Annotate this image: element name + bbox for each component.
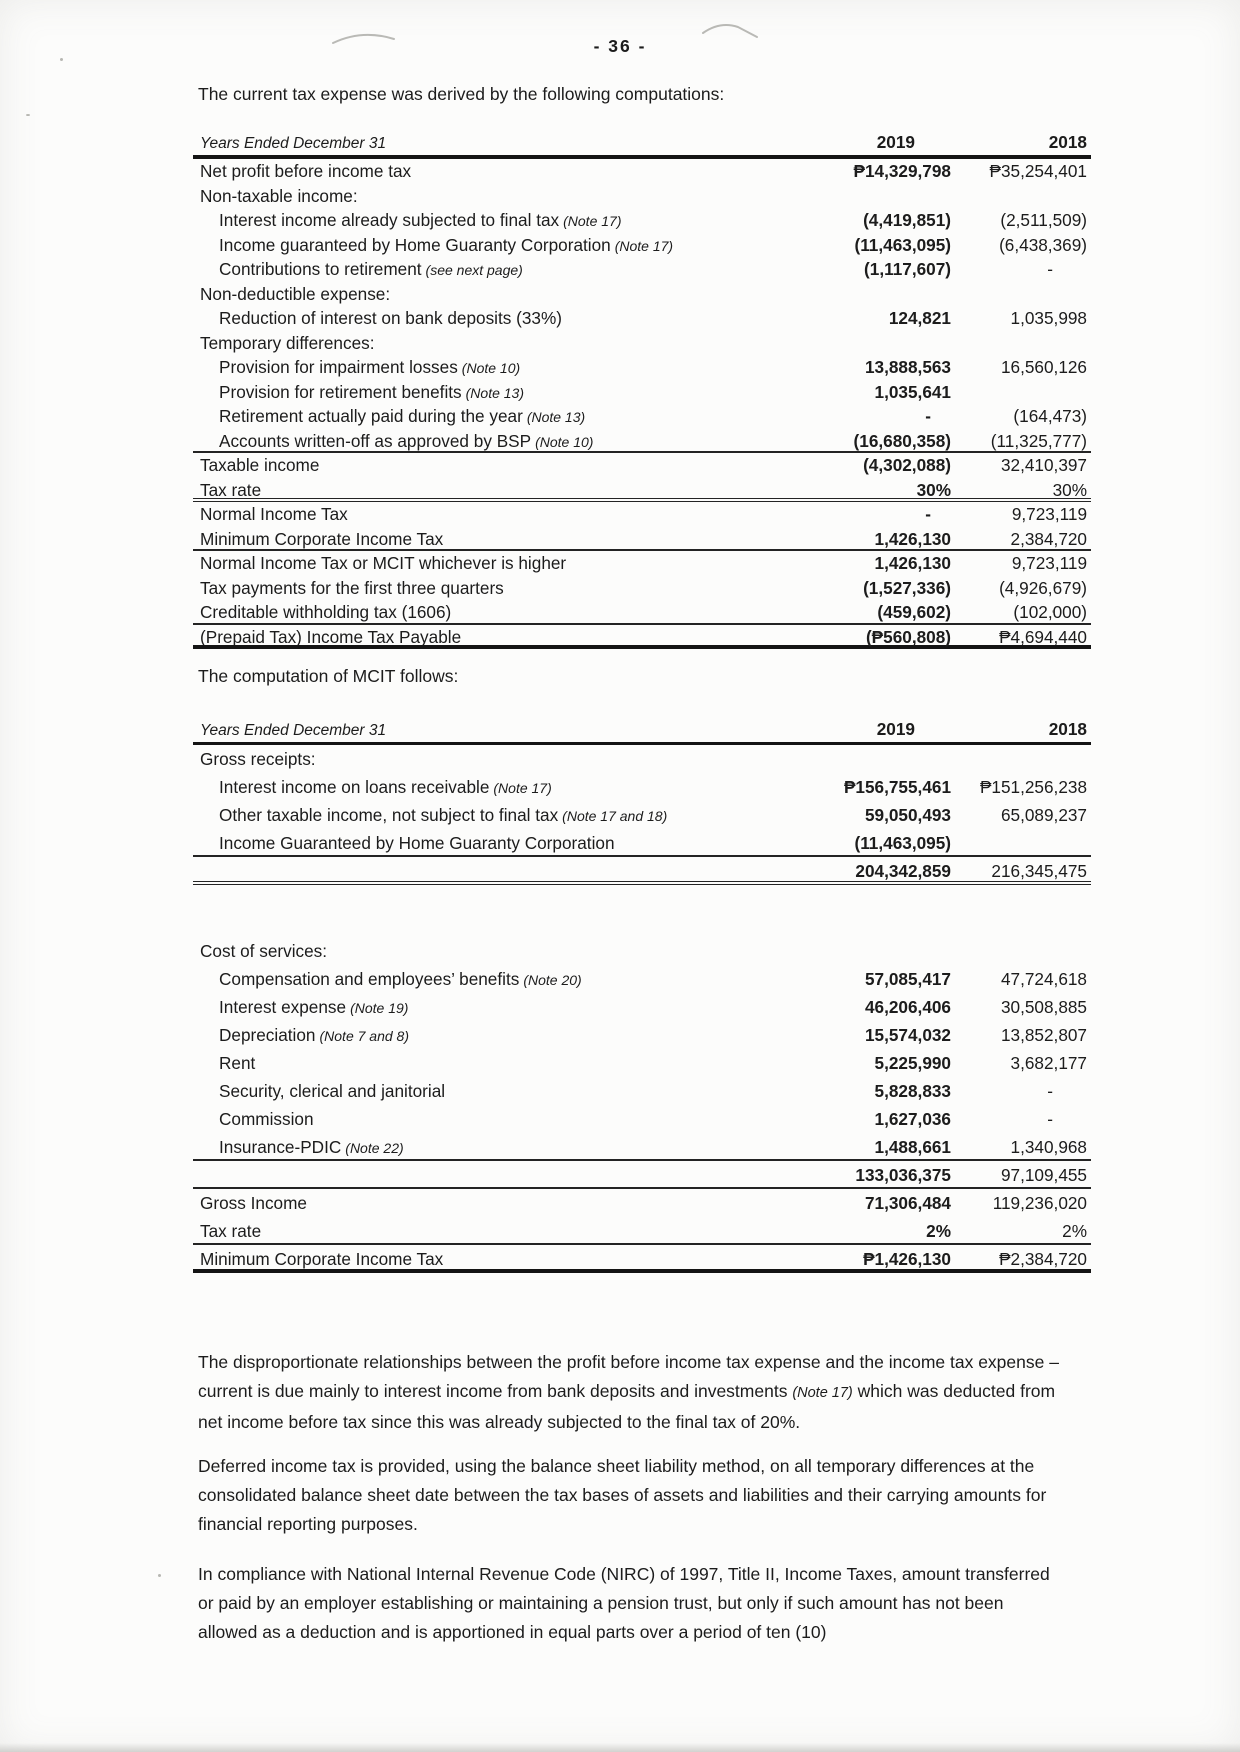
row-label bbox=[193, 1217, 701, 1243]
row-label bbox=[193, 1105, 701, 1133]
row-label bbox=[193, 576, 701, 601]
paragraph-text: which was deducted from net income before tax since this was already subjected to the final tax of 20%. bbox=[198, 1381, 1056, 1432]
row-label bbox=[193, 801, 701, 829]
value-2018: 216,345,475 bbox=[991, 861, 1087, 881]
row-note: (Note 10) bbox=[535, 433, 594, 450]
value-2019: 1,426,130 bbox=[874, 553, 951, 573]
header-years-label: Years Ended December 31 bbox=[200, 135, 387, 152]
row-label-text: Security, clerical and janitorial bbox=[219, 1081, 446, 1101]
table-row bbox=[193, 429, 1091, 454]
value-2019 bbox=[701, 184, 951, 209]
table-row bbox=[193, 937, 1091, 965]
row-label-text: Interest income on loans receivable bbox=[219, 777, 490, 797]
row-label bbox=[193, 282, 701, 307]
header-2019: 2019 bbox=[876, 719, 915, 739]
value-2019: 13,888,563 bbox=[864, 357, 951, 377]
row-note: (Note 17) bbox=[493, 780, 552, 796]
table-header bbox=[193, 714, 1091, 745]
value-2018: 3,682,177 bbox=[1010, 1053, 1087, 1073]
table-row bbox=[193, 1049, 1091, 1077]
row-label bbox=[193, 773, 701, 801]
row-label bbox=[193, 1189, 701, 1217]
table-row bbox=[193, 1161, 1091, 1189]
row-note: (Note 20) bbox=[523, 972, 582, 988]
value-2019: 1,627,036 bbox=[874, 1109, 951, 1129]
value-2018: (102,000) bbox=[1013, 602, 1087, 622]
value-2019: 1,426,130 bbox=[874, 528, 951, 549]
table-row bbox=[193, 1245, 1091, 1273]
table-row bbox=[193, 1189, 1091, 1217]
value-2019: (16,680,358) bbox=[853, 430, 951, 451]
row-label-text: Interest expense bbox=[219, 997, 347, 1017]
row-label bbox=[193, 1021, 701, 1049]
table-row bbox=[193, 159, 1091, 184]
value-2019 bbox=[701, 745, 951, 773]
value-2019: 133,036,375 bbox=[855, 1165, 951, 1185]
value-2019: (₱560,808) bbox=[865, 626, 951, 647]
row-label bbox=[193, 1133, 701, 1159]
row-label bbox=[193, 1049, 701, 1077]
row-label bbox=[193, 527, 701, 550]
value-2018: - bbox=[1047, 259, 1053, 279]
value-2018 bbox=[951, 380, 1091, 405]
row-note: (Note 13) bbox=[526, 409, 586, 425]
row-label bbox=[193, 331, 701, 356]
value-2019: (1,117,607) bbox=[864, 259, 951, 279]
header-2019: 2019 bbox=[876, 132, 915, 152]
row-note: (Note 22) bbox=[345, 1140, 404, 1156]
row-note: (see next page) bbox=[425, 262, 523, 278]
value-2018: (4,926,679) bbox=[999, 577, 1087, 598]
value-2019: 57,085,417 bbox=[864, 969, 951, 989]
table-row bbox=[193, 1021, 1091, 1049]
value-2018: 9,723,119 bbox=[1011, 504, 1087, 524]
table-row bbox=[193, 1133, 1091, 1161]
row-label bbox=[193, 937, 701, 965]
value-2019: 1,035,641 bbox=[874, 381, 951, 402]
value-2018 bbox=[951, 282, 1091, 307]
row-label-text: Temporary differences: bbox=[200, 332, 375, 353]
table-row bbox=[193, 551, 1091, 576]
value-2018: (11,325,777) bbox=[990, 430, 1087, 451]
row-label-text: Interest income already subjected to final tax bbox=[219, 210, 560, 230]
row-label bbox=[193, 404, 701, 429]
table-row bbox=[193, 527, 1091, 552]
table-row bbox=[193, 993, 1091, 1021]
paragraph-deferred-tax: Deferred income tax is provided, using the balance sheet liability method, on all temporary differences at the consolidated balance sheet date between the tax bases of assets and liabilities and their carrying amounts for financial reporting purposes. bbox=[198, 1456, 1047, 1534]
row-label bbox=[193, 502, 701, 527]
row-label bbox=[193, 159, 701, 184]
value-2018: 30,508,885 bbox=[1000, 997, 1087, 1017]
row-label-text: Compensation and employees’ benefits bbox=[219, 969, 520, 989]
value-2018: 1,340,968 bbox=[1010, 1137, 1087, 1157]
value-2019: ₱156,755,461 bbox=[843, 777, 951, 797]
row-label bbox=[193, 306, 701, 331]
row-label bbox=[193, 233, 701, 258]
table-row bbox=[193, 380, 1091, 405]
table-row bbox=[193, 857, 1091, 885]
value-2018 bbox=[951, 829, 1091, 855]
table-row bbox=[193, 478, 1091, 503]
header-2018: 2018 bbox=[1048, 132, 1087, 152]
row-label bbox=[193, 478, 701, 499]
table-row bbox=[193, 306, 1091, 331]
row-label-text: Taxable income bbox=[200, 455, 320, 475]
row-label bbox=[193, 184, 701, 209]
row-label bbox=[193, 453, 701, 478]
paragraph-disproportionate bbox=[198, 1348, 1060, 1437]
row-label-text: Tax rate bbox=[200, 1221, 262, 1241]
value-2019: - bbox=[925, 504, 931, 524]
table-row bbox=[193, 965, 1091, 993]
row-label bbox=[193, 1245, 701, 1269]
row-label-text: Income guaranteed by Home Guaranty Corporation bbox=[219, 234, 611, 255]
value-2018: 13,852,807 bbox=[1000, 1025, 1087, 1045]
value-2019: 5,828,833 bbox=[874, 1081, 951, 1101]
value-2019: 1,488,661 bbox=[874, 1137, 951, 1157]
value-2018: (6,438,369) bbox=[999, 234, 1087, 255]
row-label-text: Insurance-PDIC bbox=[219, 1137, 342, 1157]
row-label-text: Normal Income Tax bbox=[200, 504, 348, 524]
table-row bbox=[193, 502, 1091, 527]
row-label-text: Net profit before income tax bbox=[200, 161, 412, 181]
row-label-text: Non-taxable income: bbox=[200, 185, 358, 206]
row-label bbox=[193, 208, 701, 233]
value-2018: 65,089,237 bbox=[1000, 805, 1087, 825]
value-2018 bbox=[951, 937, 1091, 965]
mcit-table bbox=[193, 714, 1091, 1273]
table-row bbox=[193, 355, 1091, 380]
row-label bbox=[193, 1077, 701, 1105]
scan-speck bbox=[60, 58, 63, 61]
value-2019: 2% bbox=[926, 1221, 951, 1241]
intro-text: The current tax expense was derived by the following computations: bbox=[198, 84, 725, 104]
scan-speck bbox=[158, 1574, 161, 1577]
value-2018: 1,035,998 bbox=[1010, 308, 1087, 328]
value-2019: 124,821 bbox=[888, 308, 951, 328]
value-2019: (1,527,336) bbox=[863, 577, 951, 598]
row-label-text: Accounts written-off as approved by BSP bbox=[219, 430, 532, 451]
value-2018: ₱35,254,401 bbox=[989, 161, 1087, 181]
table-row bbox=[193, 801, 1091, 829]
value-2018 bbox=[951, 331, 1091, 356]
value-2018: 32,410,397 bbox=[1000, 455, 1087, 475]
value-2018: 2% bbox=[1062, 1221, 1087, 1241]
value-2018: ₱2,384,720 bbox=[999, 1249, 1087, 1269]
value-2019 bbox=[701, 937, 951, 965]
table-row bbox=[193, 233, 1091, 258]
row-label-text: Depreciation bbox=[219, 1025, 316, 1045]
row-label-text: Contributions to retirement bbox=[219, 259, 422, 279]
table-row bbox=[193, 600, 1091, 625]
value-2019: ₱1,426,130 bbox=[863, 1249, 951, 1269]
value-2019: 30% bbox=[916, 479, 951, 500]
table-row bbox=[193, 184, 1091, 209]
row-label bbox=[193, 380, 701, 405]
row-label bbox=[193, 600, 701, 623]
value-2019: 15,574,032 bbox=[864, 1025, 951, 1045]
row-label-text: Provision for impairment losses bbox=[219, 357, 458, 377]
table-row bbox=[193, 282, 1091, 307]
value-2019: 5,225,990 bbox=[874, 1053, 951, 1073]
row-label bbox=[193, 1161, 701, 1187]
value-2019 bbox=[701, 331, 951, 356]
row-label bbox=[193, 429, 701, 452]
row-label-text: Tax payments for the first three quarters bbox=[200, 577, 504, 598]
value-2019: - bbox=[925, 406, 931, 426]
value-2018: 9,723,119 bbox=[1011, 553, 1087, 573]
row-label-text: Retirement actually paid during the year bbox=[219, 406, 523, 426]
row-label-text: Provision for retirement benefits bbox=[219, 381, 462, 402]
value-2019: (11,463,095) bbox=[854, 833, 951, 853]
table-row bbox=[193, 404, 1091, 429]
row-label-text: Minimum Corporate Income Tax bbox=[200, 1249, 444, 1269]
row-label-text: Gross Income bbox=[200, 1193, 307, 1213]
row-label-text: Creditable withholding tax (1606) bbox=[200, 602, 452, 622]
row-label-text: Tax rate bbox=[200, 479, 262, 498]
current-tax-table bbox=[193, 128, 1091, 649]
table-row bbox=[193, 773, 1091, 801]
value-2018: 2,384,720 bbox=[1010, 528, 1087, 549]
table-row bbox=[193, 331, 1091, 356]
row-note: (Note 17 and 18) bbox=[562, 808, 668, 824]
scan-bottom-edge bbox=[0, 1743, 1240, 1752]
value-2019 bbox=[701, 282, 951, 307]
value-2019: 71,306,484 bbox=[864, 1193, 951, 1213]
row-label-text: Gross receipts: bbox=[200, 749, 316, 769]
row-label bbox=[193, 857, 701, 881]
paragraph-nirc: In compliance with National Internal Revenue Code (NIRC) of 1997, Title II, Income Taxes, amount transferred or paid by an employer establishing or maintaining a pension trust, but only if such amount has not been allowed as a deduction and is apportioned in equal parts over a period of ten (10) bbox=[198, 1564, 1050, 1642]
value-2018: 47,724,618 bbox=[1000, 969, 1087, 989]
value-2018: 16,560,126 bbox=[1000, 357, 1087, 377]
table-header bbox=[193, 128, 1091, 159]
row-label bbox=[193, 257, 701, 282]
value-2019: 204,342,859 bbox=[855, 861, 951, 881]
value-2019: (4,302,088) bbox=[863, 455, 951, 475]
table-row bbox=[193, 1077, 1091, 1105]
row-label bbox=[193, 965, 701, 993]
value-2018: 30% bbox=[1052, 479, 1087, 500]
row-label bbox=[193, 551, 701, 576]
row-label-text: Non-deductible expense: bbox=[200, 283, 391, 304]
table-row bbox=[193, 257, 1091, 282]
value-2019: 59,050,493 bbox=[864, 805, 951, 825]
value-2018 bbox=[951, 184, 1091, 209]
row-note: (Note 17) bbox=[563, 213, 622, 229]
row-note: (Note 17) bbox=[614, 237, 674, 254]
row-note: (Note 13) bbox=[465, 384, 524, 401]
mcit-intro-text: The computation of MCIT follows: bbox=[198, 666, 459, 686]
row-label-text: Rent bbox=[219, 1053, 256, 1073]
table-row bbox=[193, 1217, 1091, 1245]
row-note: (Note 10) bbox=[461, 360, 521, 376]
value-2018: (2,511,509) bbox=[1000, 210, 1087, 230]
row-label-text: Other taxable income, not subject to final tax bbox=[219, 805, 559, 825]
value-2018: ₱4,694,440 bbox=[999, 626, 1087, 647]
table-row bbox=[193, 576, 1091, 601]
table-row bbox=[193, 829, 1091, 857]
value-2019: (4,419,851) bbox=[863, 210, 951, 230]
value-2018: (164,473) bbox=[1013, 406, 1087, 426]
row-label bbox=[193, 993, 701, 1021]
value-2019: 46,206,406 bbox=[864, 997, 951, 1017]
value-2018: - bbox=[1047, 1109, 1053, 1129]
table-row bbox=[193, 745, 1091, 773]
value-2018: 97,109,455 bbox=[1000, 1165, 1087, 1185]
row-label bbox=[193, 745, 701, 773]
table-row bbox=[193, 453, 1091, 478]
table-row bbox=[193, 208, 1091, 233]
row-label bbox=[193, 829, 701, 855]
row-note: (Note 7 and 8) bbox=[319, 1028, 409, 1044]
value-2019: ₱14,329,798 bbox=[853, 161, 951, 181]
row-label-text: Income Guaranteed by Home Guaranty Corporation bbox=[219, 833, 615, 853]
row-label-text: Reduction of interest on bank deposits (33%) bbox=[219, 308, 562, 328]
row-label-text: Minimum Corporate Income Tax bbox=[200, 528, 444, 549]
row-label bbox=[193, 625, 701, 646]
scan-speck bbox=[26, 114, 30, 116]
value-2018: - bbox=[1047, 1081, 1053, 1101]
header-2018: 2018 bbox=[1048, 719, 1087, 739]
value-2018: 119,236,020 bbox=[992, 1193, 1087, 1213]
row-label-text: Normal Income Tax or MCIT whichever is higher bbox=[200, 553, 567, 573]
row-label-text: (Prepaid Tax) Income Tax Payable bbox=[200, 626, 462, 645]
value-2018 bbox=[951, 745, 1091, 773]
row-label-text: Cost of services: bbox=[200, 941, 328, 961]
header-years-label: Years Ended December 31 bbox=[200, 722, 387, 739]
row-label-text: Commission bbox=[219, 1109, 314, 1129]
note-reference: (Note 17) bbox=[792, 1385, 853, 1401]
value-2018: ₱151,256,238 bbox=[979, 777, 1087, 797]
paragraph-text: The disproportionate relationships between the profit before income tax expense and the income tax expense – current is due mainly to interest income from bank deposits and investments bbox=[198, 1352, 1059, 1401]
table-row bbox=[193, 1105, 1091, 1133]
value-2019: (11,463,095) bbox=[854, 234, 951, 255]
value-2019: (459,602) bbox=[877, 602, 951, 622]
table-row bbox=[193, 625, 1091, 650]
page-number: - 36 - bbox=[593, 36, 647, 56]
row-note: (Note 19) bbox=[350, 1000, 409, 1016]
row-label bbox=[193, 355, 701, 380]
